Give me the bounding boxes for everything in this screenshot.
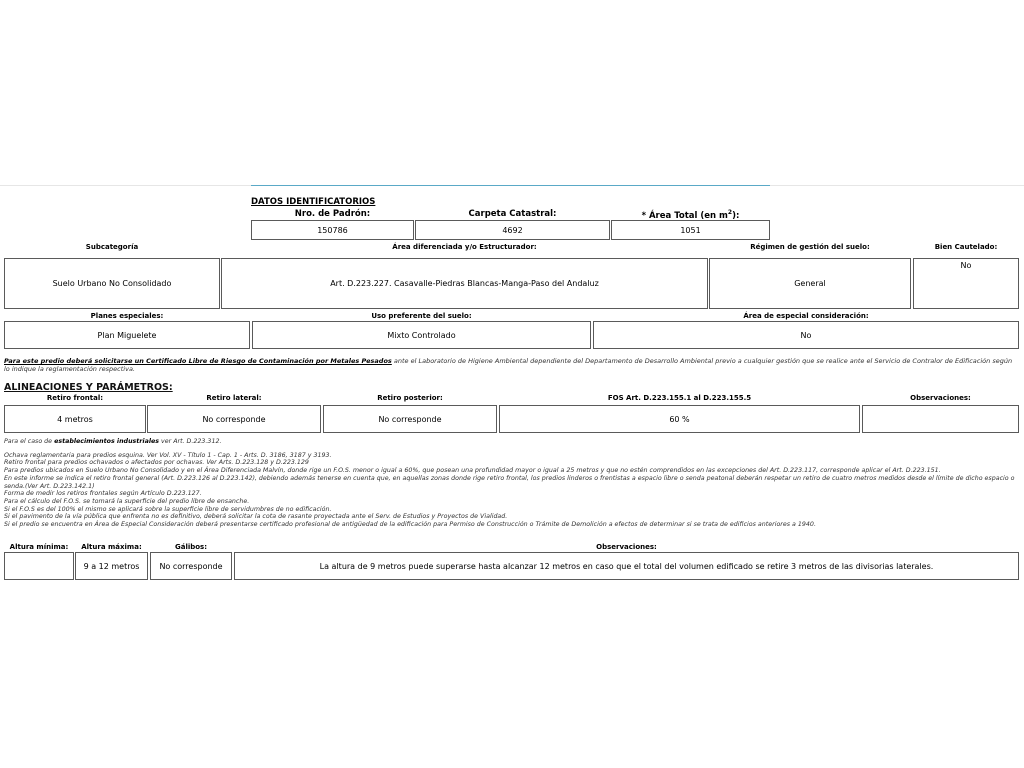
subcategoria-label: Subcategoría: [85, 243, 139, 251]
regimen-value: General: [709, 258, 911, 309]
metales-pesados-notice: Para este predio deberá solicitarse un Certificado Libre de Riesgo de Contaminación por Metales Pesados ante el Laboratorio de Higiene Ambiental dependiente del Departamento de Desarrollo Ambiental previo a cualquier gestión que se realice ante el Servicio de Contralor de Edificación según lo indique la reglamentación respectiva.: [4, 357, 1013, 373]
especial-value: No: [593, 321, 1019, 349]
retiro-lateral-value: No corresponde: [147, 405, 321, 433]
alineaciones-title: ALINEACIONES Y PARÁMETROS:: [4, 382, 173, 393]
note-line: Ochava reglamentaria para predios esquina. Ver Vol. XV - Título 1 - Cap. 1 - Arts. D. 3186, 3187 y 3193.: [4, 451, 332, 459]
note-line: Para predios ubicados en Suelo Urbano No Consolidado y en el Área Diferenciada Malvín, donde rige un F.O.S. menor o igual a 60%, que posean una profundidad mayor o igual a 25 metros y que no estén comprendidos en las excepciones del Art. D.223.117, corresponde aplicar el Art. D.223.151.: [4, 467, 941, 475]
padron-label: Nro. de Padrón:: [294, 209, 371, 219]
area-total-value: 1051: [611, 220, 770, 240]
altura-minima-value: [4, 552, 74, 580]
planes-value: Plan Miguelete: [4, 321, 250, 349]
note-line: En este informe se indica el retiro frontal general (Art. D.223.126 al D.223.142), debiendo además tenerse en cuenta que, en aquellas zonas donde rige retiro frontal, los predios linderos o frentistas a espacio libre o senda peatonal deberán respetar un retiro de cuatro metros medidos desde el límite de dicho espacio o senda.(Ver Art. D.223.142.1): [4, 474, 1015, 490]
note-line: Si el predio se encuentra en Área de Especial Consideración deberá presentarse certificado profesional de antigüedad de la edificación para Permiso de Construcción o Trámite de Demolición a efectos de determinar si se trata de edificios anteriores a 1940.: [4, 521, 816, 529]
altura-maxima-value: 9 a 12 metros: [75, 552, 148, 580]
carpeta-label: Carpeta Catastral:: [468, 209, 557, 219]
accent-divider: [251, 185, 770, 186]
retiro-posterior-value: No corresponde: [323, 405, 497, 433]
uso-label: Uso preferente del suelo:: [371, 312, 472, 320]
area-diferenciada-value: Art. D.223.227. Casavalle-Piedras Blancas-Manga-Paso del Andaluz: [221, 258, 708, 309]
padron-value: 150786: [251, 220, 414, 240]
industrial-note: Para el caso de establecimientos industriales ver Art. D.223.312.: [4, 438, 222, 445]
alturas-observaciones-value: La altura de 9 metros puede superarse hasta alcanzar 12 metros en caso que el total del volumen edificado se retire 3 metros de las divisorias laterales.: [234, 552, 1019, 580]
datos-title: DATOS IDENTIFICATORIOS: [251, 197, 376, 207]
note-line: Si el F.O.S es del 100% el mismo se aplicará sobre la superficie libre de servidumbres de no edificación.: [4, 505, 332, 513]
area-total-label: * Área Total (en $m^2$):: [641, 209, 740, 221]
note-line: Para el cálculo del F.O.S. se tomará la superficie del predio libre de ensanche.: [4, 497, 250, 505]
galibos-label: Gálibos:: [174, 543, 208, 551]
carpeta-value: 4692: [415, 220, 610, 240]
note-line: Retiro frontal para predios ochavados o afectados por ochavas. Ver Arts. D.223.128 y D.223.129: [4, 459, 309, 467]
notes-block: [4, 438, 1019, 529]
observaciones-value: [862, 405, 1019, 433]
retiro-frontal-value: 4 metros: [4, 405, 146, 433]
regimen-label: Régimen de gestión del suelo:: [750, 243, 870, 251]
especial-label: Área de especial consideración:: [743, 312, 869, 320]
subcategoria-value: Suelo Urbano No Consolidado: [4, 258, 220, 309]
fos-value: 60 %: [499, 405, 860, 433]
planes-label: Planes especiales:: [90, 312, 164, 320]
galibos-value: No corresponde: [150, 552, 232, 580]
note-line: Si el pavimento de la vía pública que enfrenta no es definitivo, deberá solicitar la cota de rasante proyectada ante el Serv. de Estudios y Proyectos de Vialidad.: [4, 513, 508, 521]
retiro-frontal-label: Retiro frontal:: [46, 394, 104, 402]
alturas-observaciones-label: Observaciones:: [596, 543, 657, 551]
fos-label: FOS Art. D.223.155.1 al D.223.155.5: [607, 394, 752, 402]
bien-cautelado-label: Bien Cautelado:: [934, 243, 998, 251]
retiro-lateral-label: Retiro lateral:: [206, 394, 262, 402]
bien-cautelado-value: No: [913, 258, 1019, 309]
retiro-posterior-label: Retiro posterior:: [377, 394, 443, 402]
area-diferenciada-label: Área diferenciada y/o Estructurador:: [392, 243, 537, 251]
altura-maxima-label: Altura máxima:: [81, 543, 142, 551]
note-line: Forma de medir los retiros frontales según Artículo D.223.127.: [4, 490, 202, 498]
observaciones-label: Observaciones:: [910, 394, 971, 402]
uso-value: Mixto Controlado: [252, 321, 591, 349]
altura-minima-label: Altura mínima:: [9, 543, 69, 551]
